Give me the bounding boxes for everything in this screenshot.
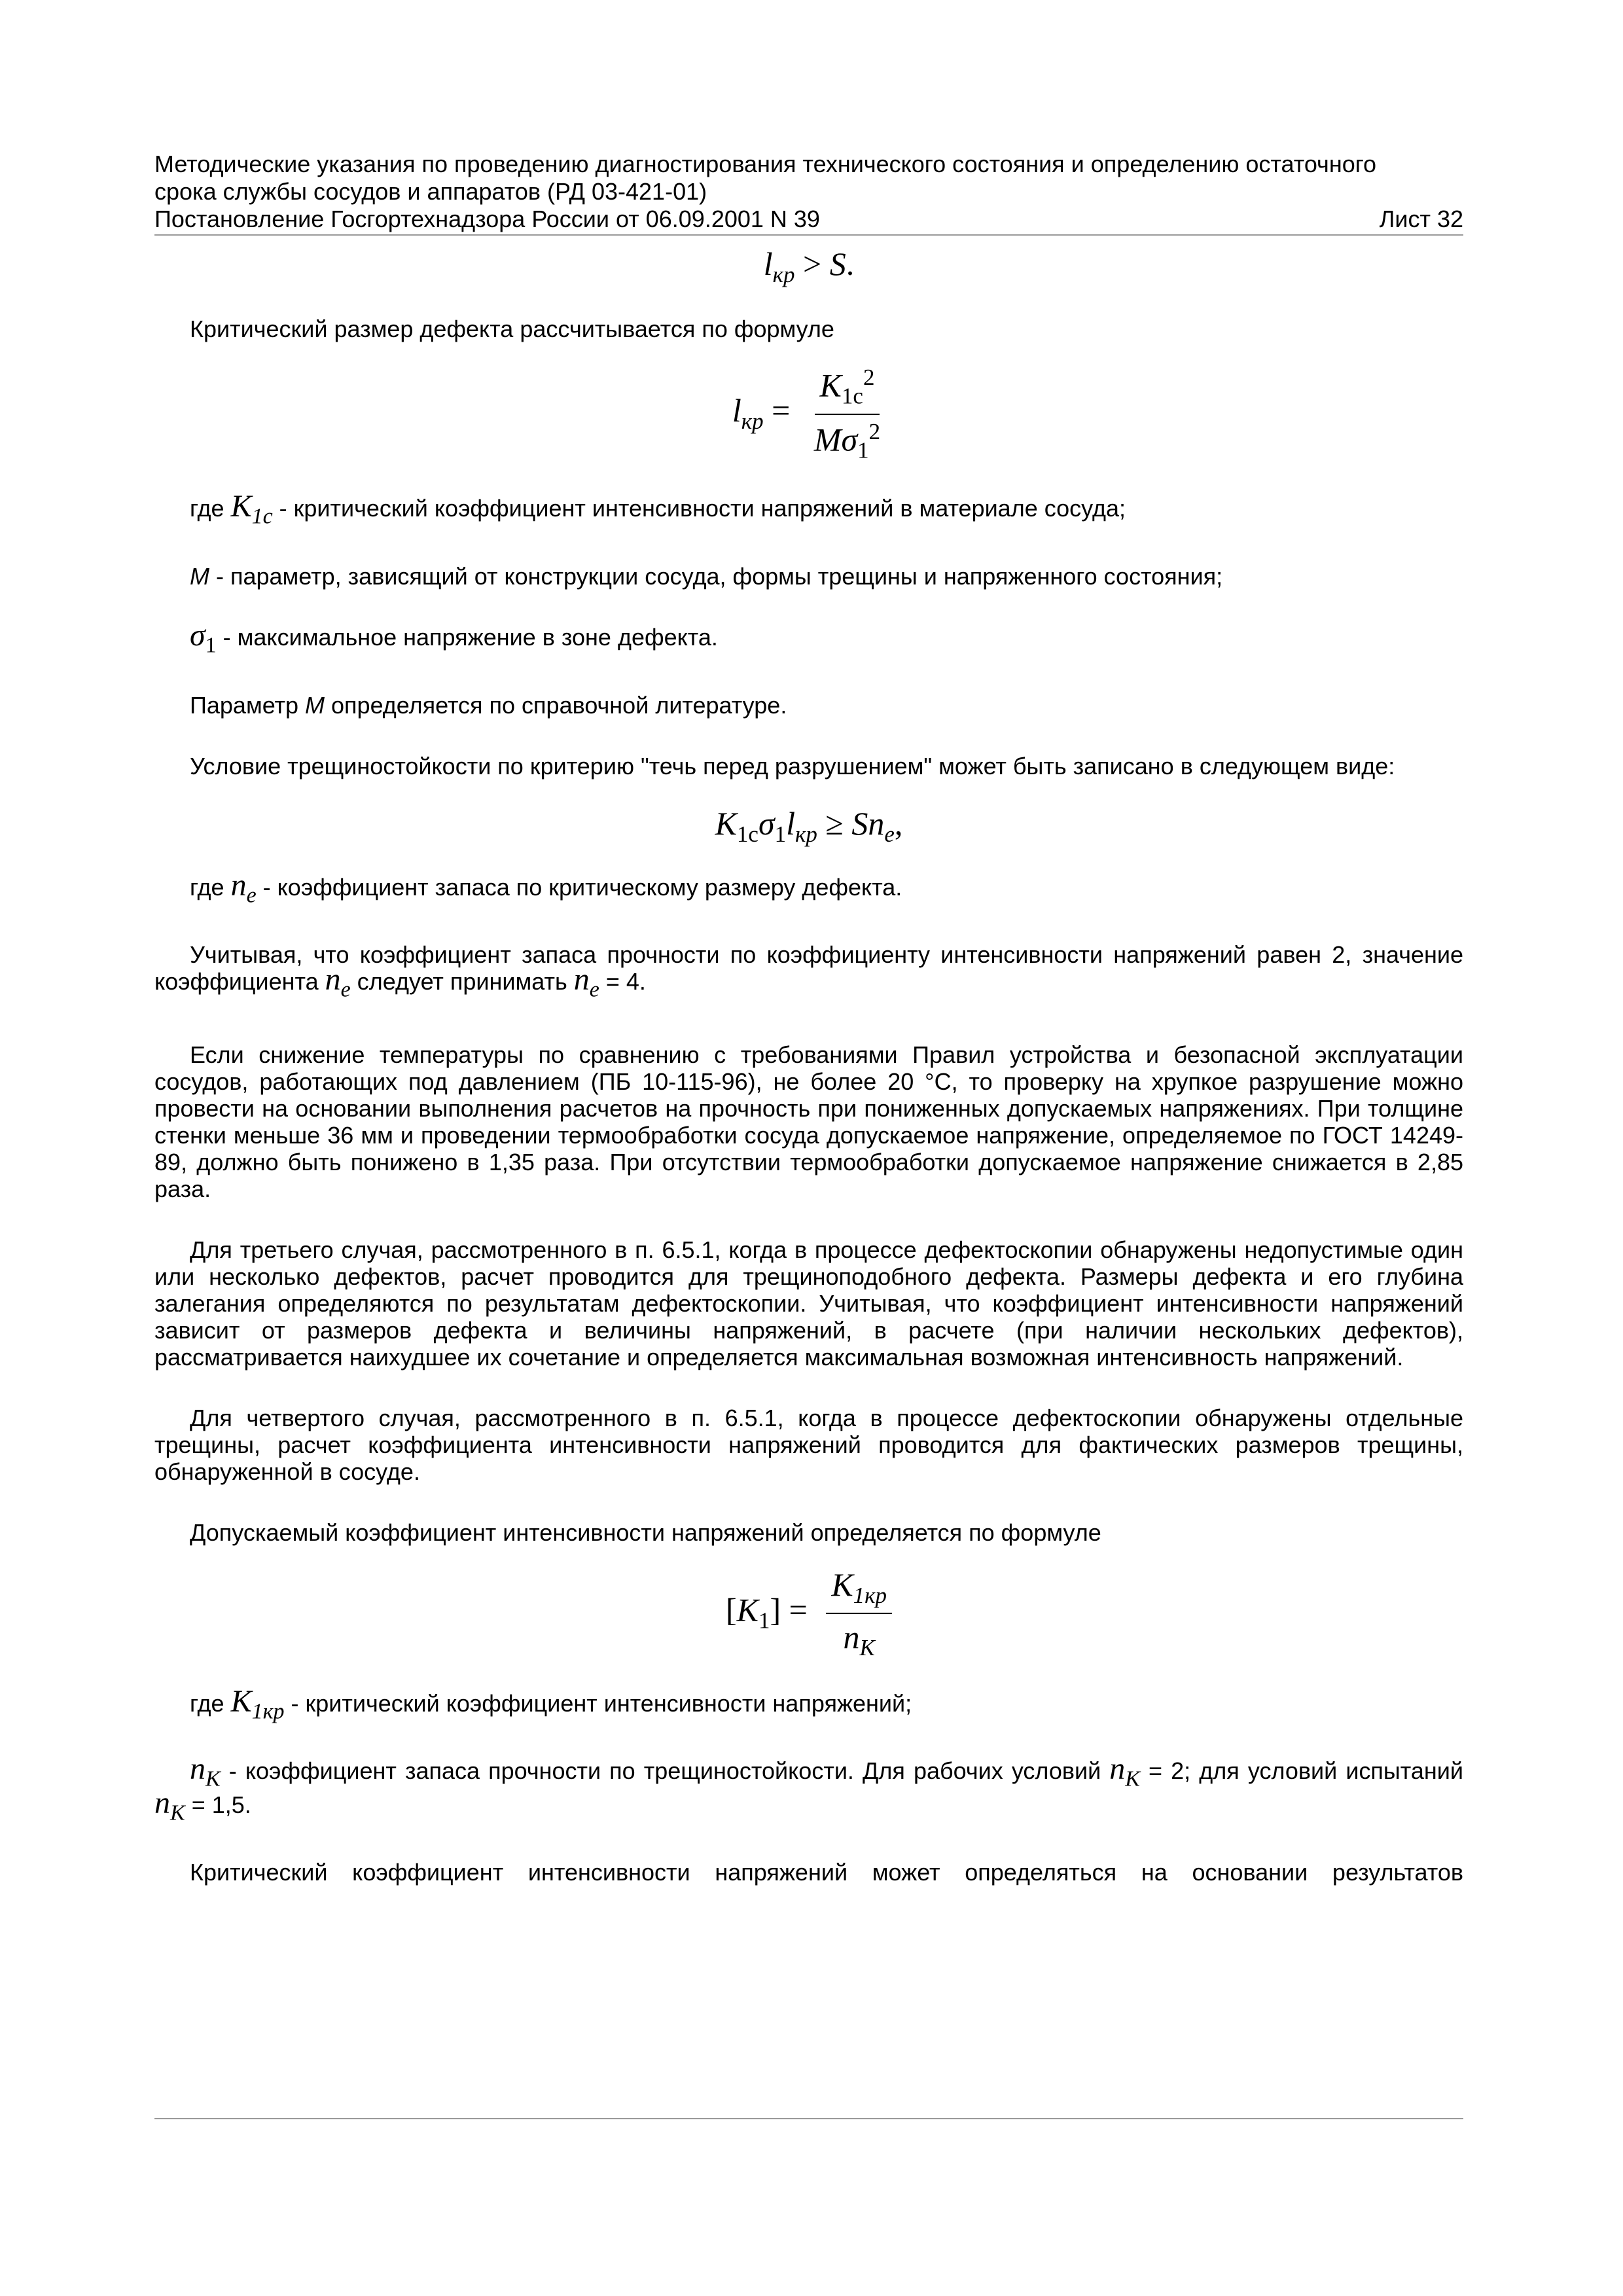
paragraph-fourth-case: Для четвертого случая, рассмотренного в п. 6.5.1, когда в процессе дефектоскопии обнаружены отдельные трещины, расчет коэффициента интенсивности напряжений проводится для фактических размеров трещины, обнаруженной в сосуде. — [154, 1404, 1463, 1485]
paragraph-considering: Учитывая, что коэффициент запаса прочности по коэффициенту интенсивности напряжений равен 2, значение коэффициента $n_e$ следует принимать $n_e = 4$. — [154, 941, 1463, 1002]
formula-punctuation: . — [846, 245, 855, 282]
formula-subscript: кр — [741, 408, 764, 435]
formula-symbol: l — [763, 245, 773, 282]
formula-operator: = — [772, 392, 791, 429]
symbol-nk: $n_K$ — [1109, 1751, 1140, 1791]
definition-k1kp: где $K_{1кр}$ - критический коэффициент интенсивности напряжений; — [190, 1683, 912, 1724]
document-title-line-2: срока службы сосудов и аппаратов (РД 03-421-01) — [154, 178, 707, 205]
formula-subscript: кр — [772, 262, 795, 287]
paragraph-third-case: Для третьего случая, рассмотренного в п. 6.5.1, когда в процессе дефектоскопии обнаружены недопустимые один или несколько дефектов, расчет проводится для трещиноподобного дефекта. Размеры дефекта и его глубина залегания определяются по результатам дефектоскопии. Учитывая, что коэффициент интенсивности напряжений зависит от размеров дефекта и величины напряжений, в расчете (при наличии нескольких дефектов), рассматривается наихудшее их сочетание и определяется максимальная возможная интенсивность напряжений. — [154, 1236, 1463, 1371]
paragraph-critical-size: Критический размер дефекта рассчитывается по формуле — [190, 315, 834, 342]
fraction-numerator: $K_{1кр}$ — [826, 1566, 892, 1614]
paragraph-allowable: Допускаемый коэффициент интенсивности напряжений определяется по формуле — [190, 1518, 1101, 1546]
formula-lkp — [154, 365, 1463, 463]
symbol-ne: $n_e$ — [230, 867, 257, 908]
formula-fraction — [826, 1566, 892, 1661]
fraction-denominator: $M\sigma_1^2$ — [813, 418, 881, 463]
paragraph-condition: Условие трещиностойкости по критерию "течь перед разрушением" может быть записано в следующем виде: — [190, 752, 1395, 780]
sheet-number: Лист 32 — [1379, 206, 1463, 232]
symbol-ne: $n_e$ — [573, 962, 599, 1002]
footer-divider — [154, 2118, 1463, 2119]
page — [154, 151, 1463, 1886]
symbol-nk: $n_K$ — [154, 1785, 185, 1825]
paragraph-last: Критический коэффициент интенсивности напряжений может определяться на основании результатов — [190, 1859, 1463, 1886]
header-divider — [154, 234, 1463, 236]
symbol-sigma1: $\sigma_1$ — [190, 617, 217, 658]
formula-symbol: S — [829, 245, 846, 282]
header-decree-row — [154, 206, 1463, 233]
definition-sigma1: $\sigma_1$ - максимальное напряжение в зоне дефекта. — [190, 617, 718, 658]
fraction-denominator: $n_K$ — [843, 1618, 875, 1660]
formula-allowable-k1: $[K_1]$ = $\frac{K_{1кр}}{n_K}$ — [154, 1566, 1463, 1661]
paragraph-param-m: Параметр M определяется по справочной литературе. — [190, 691, 787, 719]
document-header — [154, 151, 1463, 236]
fraction-numerator: $K_{1c}^2$ — [815, 365, 880, 415]
decree-reference: Постановление Госгортехнадзора России от 06.09.2001 N 39 — [154, 206, 820, 232]
formula-fraction — [809, 365, 885, 463]
definition-nk: $n_K$ - коэффициент запаса прочности по трещиностойкости. Для рабочих условий $n_K = 2$; для условий испытаний $n_K = 1,5$. — [154, 1751, 1463, 1825]
formula-operator: = — [789, 1591, 808, 1628]
symbol-k1c: $K_{1c}$ — [230, 489, 273, 529]
formula-lkp-gt-s — [154, 245, 1463, 288]
formula-leak-before-break: $K_{1c}\sigma_1l_{кр} \ge Sn_e$, — [715, 804, 903, 847]
symbol-k1kp: $K_{1кр}$ — [230, 1683, 285, 1724]
symbol-nk: $n_K$ — [190, 1751, 221, 1791]
definition-ne: где $n_e$ - коэффициент запаса по критическому размеру дефекта. — [190, 867, 902, 908]
formula-operator: ≥ — [825, 804, 844, 842]
paragraph-temperature: Если снижение температуры по сравнению с требованиями Правил устройства и безопасной эксплуатации сосудов, работающих под давлением (ПБ 10-115-96), не более 20 °С, то проверку на хрупкое разрушение можно провести на основании выполнения расчетов на прочность при пониженных допускаемых напряжениях. При толщине стенки меньше 36 мм и проведении термообработки сосуда допускаемое напряжение, определяемое по ГОСТ 14249-89, должно быть понижено в 1,35 раза. При отсутствии термообработки допускаемое напряжение снижается в 2,85 раза. — [154, 1041, 1463, 1202]
definition-m: M - параметр, зависящий от конструкции сосуда, формы трещины и напряженного состояния; — [190, 562, 1223, 590]
formula-operator: > — [803, 245, 822, 282]
definition-k1c: где $K_{1c}$ - критический коэффициент интенсивности напряжений в материале сосуда; — [190, 489, 1126, 529]
document-title-line-1: Методические указания по проведению диагностирования технического состояния и определению остаточного — [154, 151, 1377, 177]
formula-symbol: l — [732, 392, 741, 429]
symbol-ne: $n_e$ — [325, 962, 351, 1002]
